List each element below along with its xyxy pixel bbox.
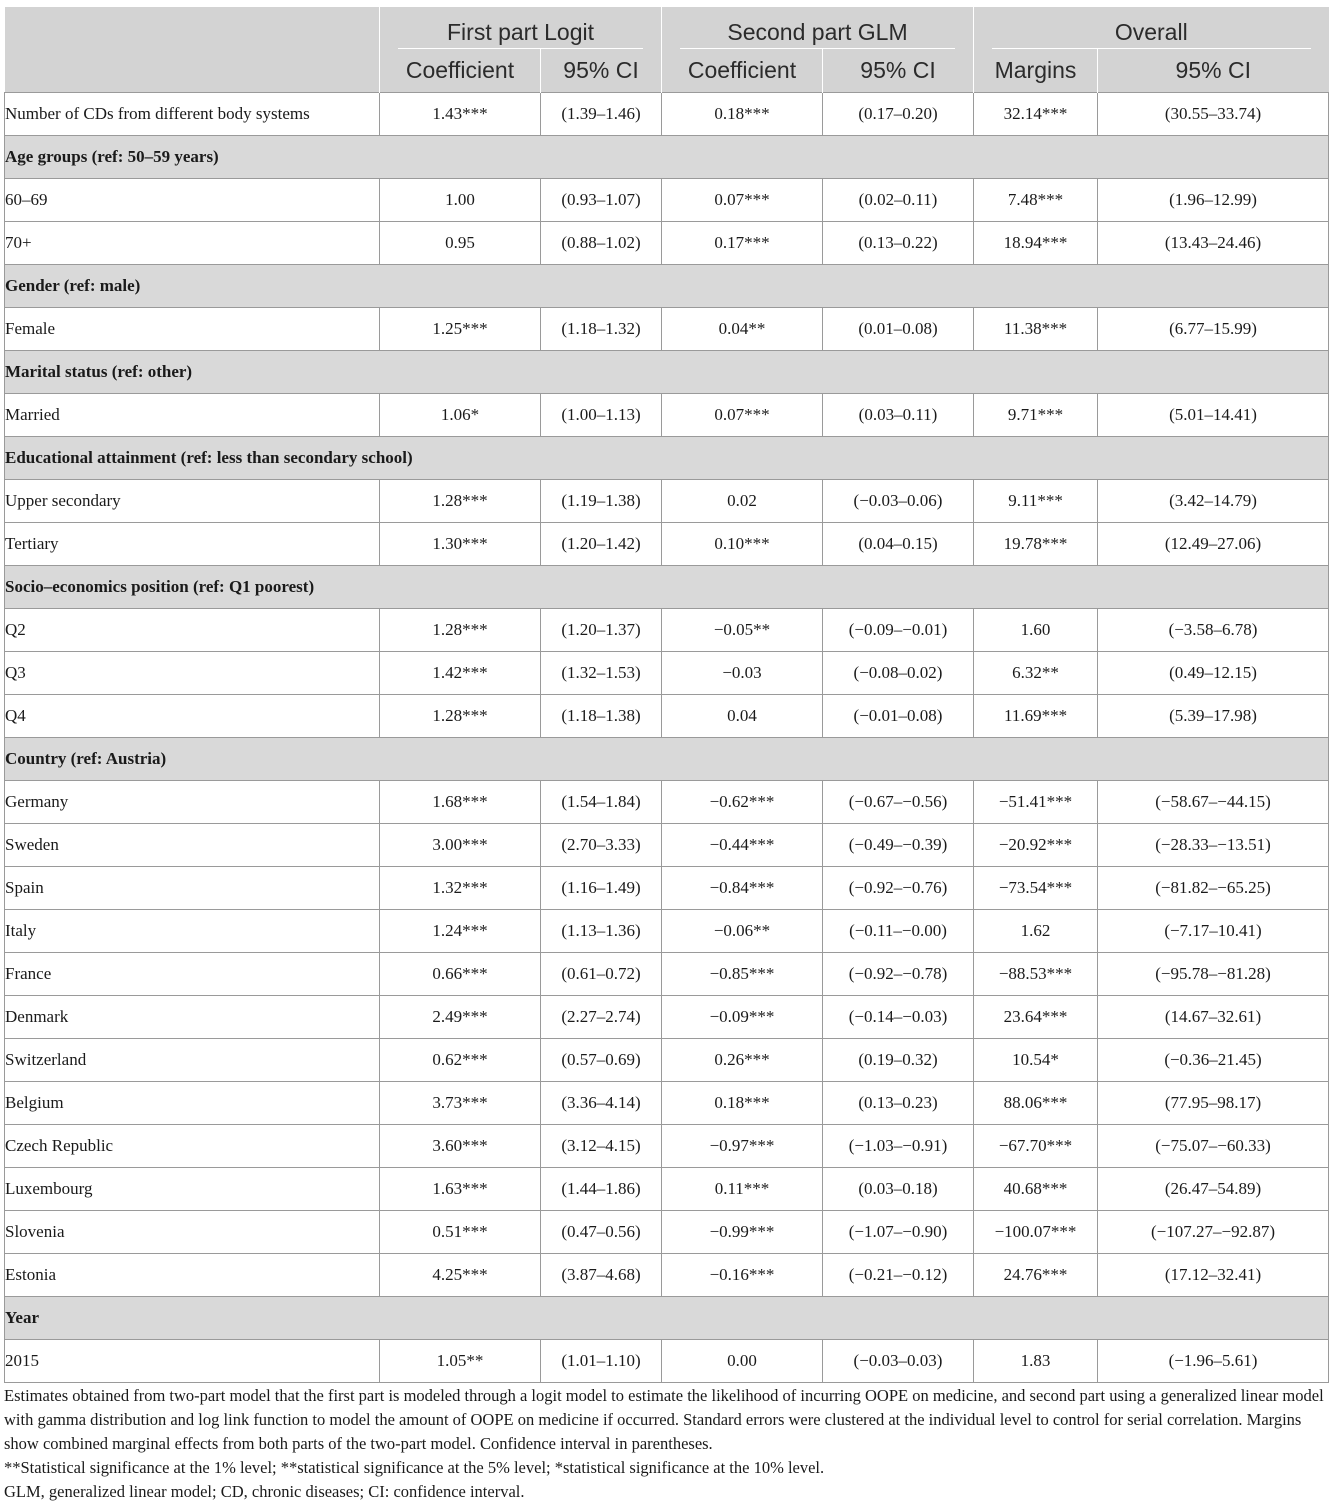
table-row	[5, 1081, 1329, 1124]
section-label: Year	[5, 1296, 1329, 1339]
value-cell: −0.97***	[662, 1124, 823, 1167]
row-label: Italy	[5, 909, 380, 952]
value-cell: (−0.49–−0.39)	[823, 823, 974, 866]
row-label: France	[5, 952, 380, 995]
table-row	[5, 1210, 1329, 1253]
value-cell: (0.03–0.11)	[823, 393, 974, 436]
header-group-first-part: First part Logit	[380, 7, 662, 49]
table-row	[5, 866, 1329, 909]
value-cell: (5.39–17.98)	[1098, 694, 1329, 737]
value-cell: 0.18***	[662, 1081, 823, 1124]
value-cell: (0.61–0.72)	[541, 952, 662, 995]
value-cell: (12.49–27.06)	[1098, 522, 1329, 565]
header-sub-row	[5, 49, 1329, 92]
value-cell: 1.25***	[380, 307, 541, 350]
value-cell: 0.51***	[380, 1210, 541, 1253]
value-cell: (2.70–3.33)	[541, 823, 662, 866]
value-cell: (0.03–0.18)	[823, 1167, 974, 1210]
value-cell: 9.71***	[974, 393, 1098, 436]
value-cell: 1.05**	[380, 1339, 541, 1382]
value-cell: (1.13–1.36)	[541, 909, 662, 952]
row-label: Q4	[5, 694, 380, 737]
footnote-significance: **Statistical significance at the 1% level; **statistical significance at the 5% level; *statistical significance at the 10% level.	[4, 1458, 825, 1477]
value-cell: 1.24***	[380, 909, 541, 952]
value-cell: (3.36–4.14)	[541, 1081, 662, 1124]
value-cell: (3.42–14.79)	[1098, 479, 1329, 522]
value-cell: 1.28***	[380, 694, 541, 737]
value-cell: −0.09***	[662, 995, 823, 1038]
table-row	[5, 1124, 1329, 1167]
table-row	[5, 1253, 1329, 1296]
value-cell: 3.00***	[380, 823, 541, 866]
row-label: Number of CDs from different body systems	[5, 92, 380, 135]
value-cell: (0.93–1.07)	[541, 178, 662, 221]
row-label: Belgium	[5, 1081, 380, 1124]
value-cell: 1.06*	[380, 393, 541, 436]
value-cell: 0.10***	[662, 522, 823, 565]
value-cell: (1.44–1.86)	[541, 1167, 662, 1210]
table-row	[5, 178, 1329, 221]
value-cell: 3.60***	[380, 1124, 541, 1167]
row-label: Slovenia	[5, 1210, 380, 1253]
subheader-cell: 95% CI	[823, 49, 974, 92]
value-cell: −0.06**	[662, 909, 823, 952]
row-label: Luxembourg	[5, 1167, 380, 1210]
value-cell: (−0.01–0.08)	[823, 694, 974, 737]
value-cell: (−95.78–−81.28)	[1098, 952, 1329, 995]
section-header-row	[5, 135, 1329, 178]
value-cell: 0.17***	[662, 221, 823, 264]
value-cell: (−0.03–0.06)	[823, 479, 974, 522]
value-cell: (−0.09–−0.01)	[823, 608, 974, 651]
value-cell: 40.68***	[974, 1167, 1098, 1210]
value-cell: 0.26***	[662, 1038, 823, 1081]
value-cell: 11.69***	[974, 694, 1098, 737]
table-row	[5, 393, 1329, 436]
value-cell: −0.05**	[662, 608, 823, 651]
value-cell: (−81.82–−65.25)	[1098, 866, 1329, 909]
value-cell: (−0.03–0.03)	[823, 1339, 974, 1382]
value-cell: (1.16–1.49)	[541, 866, 662, 909]
value-cell: 18.94***	[974, 221, 1098, 264]
value-cell: −51.41***	[974, 780, 1098, 823]
header-empty-cell	[5, 49, 380, 92]
value-cell: (−1.07–−0.90)	[823, 1210, 974, 1253]
row-label: Spain	[5, 866, 380, 909]
value-cell: (0.13–0.23)	[823, 1081, 974, 1124]
value-cell: −0.62***	[662, 780, 823, 823]
table-row	[5, 92, 1329, 135]
value-cell: 0.00	[662, 1339, 823, 1382]
value-cell: (5.01–14.41)	[1098, 393, 1329, 436]
value-cell: (−28.33–−13.51)	[1098, 823, 1329, 866]
value-cell: (0.13–0.22)	[823, 221, 974, 264]
value-cell: (6.77–15.99)	[1098, 307, 1329, 350]
value-cell: (1.96–12.99)	[1098, 178, 1329, 221]
value-cell: 88.06***	[974, 1081, 1098, 1124]
row-label: 60–69	[5, 178, 380, 221]
value-cell: 0.11***	[662, 1167, 823, 1210]
value-cell: (−0.67–−0.56)	[823, 780, 974, 823]
value-cell: (0.02–0.11)	[823, 178, 974, 221]
section-label: Gender (ref: male)	[5, 264, 1329, 307]
value-cell: (1.19–1.38)	[541, 479, 662, 522]
value-cell: 1.83	[974, 1339, 1098, 1382]
value-cell: −0.16***	[662, 1253, 823, 1296]
value-cell: (3.12–4.15)	[541, 1124, 662, 1167]
value-cell: 3.73***	[380, 1081, 541, 1124]
value-cell: 23.64***	[974, 995, 1098, 1038]
section-label: Country (ref: Austria)	[5, 737, 1329, 780]
table-row	[5, 479, 1329, 522]
value-cell: 1.43***	[380, 92, 541, 135]
subheader-cell: Margins	[974, 49, 1098, 92]
row-label: Denmark	[5, 995, 380, 1038]
value-cell: 0.02	[662, 479, 823, 522]
value-cell: (0.49–12.15)	[1098, 651, 1329, 694]
header-group-second-part: Second part GLM	[662, 7, 974, 49]
row-label: Q3	[5, 651, 380, 694]
value-cell: (1.01–1.10)	[541, 1339, 662, 1382]
section-label: Socio–economics position (ref: Q1 poorest)	[5, 565, 1329, 608]
value-cell: (1.20–1.42)	[541, 522, 662, 565]
value-cell: (−107.27–−92.87)	[1098, 1210, 1329, 1253]
header-group-overall: Overall	[974, 7, 1329, 49]
value-cell: (0.57–0.69)	[541, 1038, 662, 1081]
row-label: Germany	[5, 780, 380, 823]
row-label: Married	[5, 393, 380, 436]
value-cell: 32.14***	[974, 92, 1098, 135]
value-cell: −0.44***	[662, 823, 823, 866]
value-cell: 1.42***	[380, 651, 541, 694]
value-cell: (1.18–1.38)	[541, 694, 662, 737]
value-cell: (−0.11–−0.00)	[823, 909, 974, 952]
value-cell: (−0.08–0.02)	[823, 651, 974, 694]
header-empty-cell	[5, 7, 380, 49]
value-cell: −0.85***	[662, 952, 823, 995]
value-cell: (13.43–24.46)	[1098, 221, 1329, 264]
value-cell: (26.47–54.89)	[1098, 1167, 1329, 1210]
table-row	[5, 823, 1329, 866]
subheader-cell: Coefficient	[662, 49, 823, 92]
value-cell: (1.00–1.13)	[541, 393, 662, 436]
value-cell: 0.62***	[380, 1038, 541, 1081]
value-cell: (0.88–1.02)	[541, 221, 662, 264]
value-cell: −88.53***	[974, 952, 1098, 995]
value-cell: (−0.92–−0.78)	[823, 952, 974, 995]
value-cell: (14.67–32.61)	[1098, 995, 1329, 1038]
row-label: 70+	[5, 221, 380, 264]
value-cell: 0.04	[662, 694, 823, 737]
value-cell: −0.84***	[662, 866, 823, 909]
value-cell: 1.32***	[380, 866, 541, 909]
table-row	[5, 780, 1329, 823]
value-cell: −67.70***	[974, 1124, 1098, 1167]
row-label: Switzerland	[5, 1038, 380, 1081]
value-cell: 19.78***	[974, 522, 1098, 565]
table-row	[5, 952, 1329, 995]
value-cell: (1.39–1.46)	[541, 92, 662, 135]
value-cell: (−75.07–−60.33)	[1098, 1124, 1329, 1167]
value-cell: −20.92***	[974, 823, 1098, 866]
header-group-row	[5, 7, 1329, 49]
subheader-cell: 95% CI	[1098, 49, 1329, 92]
value-cell: (1.54–1.84)	[541, 780, 662, 823]
row-label: Estonia	[5, 1253, 380, 1296]
table-row	[5, 995, 1329, 1038]
value-cell: 0.66***	[380, 952, 541, 995]
value-cell: 6.32**	[974, 651, 1098, 694]
value-cell: 1.28***	[380, 608, 541, 651]
value-cell: 1.63***	[380, 1167, 541, 1210]
section-header-row	[5, 350, 1329, 393]
value-cell: 1.30***	[380, 522, 541, 565]
section-label: Marital status (ref: other)	[5, 350, 1329, 393]
value-cell: (−58.67–−44.15)	[1098, 780, 1329, 823]
footnote-abbreviations: GLM, generalized linear model; CD, chronic diseases; CI: confidence interval.	[4, 1482, 525, 1501]
value-cell: (−1.03–−0.91)	[823, 1124, 974, 1167]
value-cell: 11.38***	[974, 307, 1098, 350]
value-cell: (17.12–32.41)	[1098, 1253, 1329, 1296]
value-cell: (30.55–33.74)	[1098, 92, 1329, 135]
value-cell: 7.48***	[974, 178, 1098, 221]
value-cell: (0.19–0.32)	[823, 1038, 974, 1081]
table-row	[5, 608, 1329, 651]
value-cell: 0.18***	[662, 92, 823, 135]
value-cell: (0.01–0.08)	[823, 307, 974, 350]
value-cell: 1.60	[974, 608, 1098, 651]
value-cell: 24.76***	[974, 1253, 1098, 1296]
value-cell: −0.03	[662, 651, 823, 694]
section-header-row	[5, 1296, 1329, 1339]
footnote-methods: Estimates obtained from two-part model that the first part is modeled through a logit model to estimate the likelihood of incurring OOPE on medicine, and second part using a generalized linear model with gamma distribution and log link function to model the amount of OOPE on medicine if occurred. Standard errors were clustered at the individual level to control for serial correlation. Margins show combined marginal effects from both parts of the two-part model. Confidence interval in parentheses.	[4, 1386, 1324, 1453]
value-cell: (−1.96–5.61)	[1098, 1339, 1329, 1382]
table-row	[5, 1339, 1329, 1382]
results-table	[4, 7, 1329, 1383]
row-label: Tertiary	[5, 522, 380, 565]
value-cell: 1.62	[974, 909, 1098, 952]
value-cell: 9.11***	[974, 479, 1098, 522]
table-row	[5, 651, 1329, 694]
value-cell: (77.95–98.17)	[1098, 1081, 1329, 1124]
value-cell: 1.68***	[380, 780, 541, 823]
value-cell: 1.00	[380, 178, 541, 221]
value-cell: 0.07***	[662, 393, 823, 436]
value-cell: (0.47–0.56)	[541, 1210, 662, 1253]
table-row	[5, 1038, 1329, 1081]
value-cell: (0.17–0.20)	[823, 92, 974, 135]
row-label: Female	[5, 307, 380, 350]
section-header-row	[5, 737, 1329, 780]
value-cell: 0.07***	[662, 178, 823, 221]
value-cell: (1.20–1.37)	[541, 608, 662, 651]
value-cell: (−0.92–−0.76)	[823, 866, 974, 909]
value-cell: (−3.58–6.78)	[1098, 608, 1329, 651]
row-label: Sweden	[5, 823, 380, 866]
row-label: 2015	[5, 1339, 380, 1382]
table-row	[5, 307, 1329, 350]
section-label: Educational attainment (ref: less than secondary school)	[5, 436, 1329, 479]
table-row	[5, 522, 1329, 565]
row-label: Upper secondary	[5, 479, 380, 522]
value-cell: 10.54*	[974, 1038, 1098, 1081]
value-cell: −0.99***	[662, 1210, 823, 1253]
subheader-cell: 95% CI	[541, 49, 662, 92]
section-label: Age groups (ref: 50–59 years)	[5, 135, 1329, 178]
table-footnotes	[4, 1384, 1328, 1504]
value-cell: 1.28***	[380, 479, 541, 522]
value-cell: (3.87–4.68)	[541, 1253, 662, 1296]
value-cell: (2.27–2.74)	[541, 995, 662, 1038]
section-header-row	[5, 565, 1329, 608]
subheader-cell: Coefficient	[380, 49, 541, 92]
value-cell: (−0.21–−0.12)	[823, 1253, 974, 1296]
value-cell: 0.04**	[662, 307, 823, 350]
value-cell: 4.25***	[380, 1253, 541, 1296]
table-row	[5, 1167, 1329, 1210]
section-header-row	[5, 264, 1329, 307]
value-cell: (−0.36–21.45)	[1098, 1038, 1329, 1081]
value-cell: 0.95	[380, 221, 541, 264]
row-label: Czech Republic	[5, 1124, 380, 1167]
table-row	[5, 909, 1329, 952]
table-row	[5, 221, 1329, 264]
value-cell: (1.32–1.53)	[541, 651, 662, 694]
section-header-row	[5, 436, 1329, 479]
value-cell: −100.07***	[974, 1210, 1098, 1253]
value-cell: (0.04–0.15)	[823, 522, 974, 565]
value-cell: (1.18–1.32)	[541, 307, 662, 350]
value-cell: 2.49***	[380, 995, 541, 1038]
table-row	[5, 694, 1329, 737]
value-cell: (−0.14–−0.03)	[823, 995, 974, 1038]
value-cell: −73.54***	[974, 866, 1098, 909]
row-label: Q2	[5, 608, 380, 651]
value-cell: (−7.17–10.41)	[1098, 909, 1329, 952]
table-body	[5, 92, 1329, 1382]
